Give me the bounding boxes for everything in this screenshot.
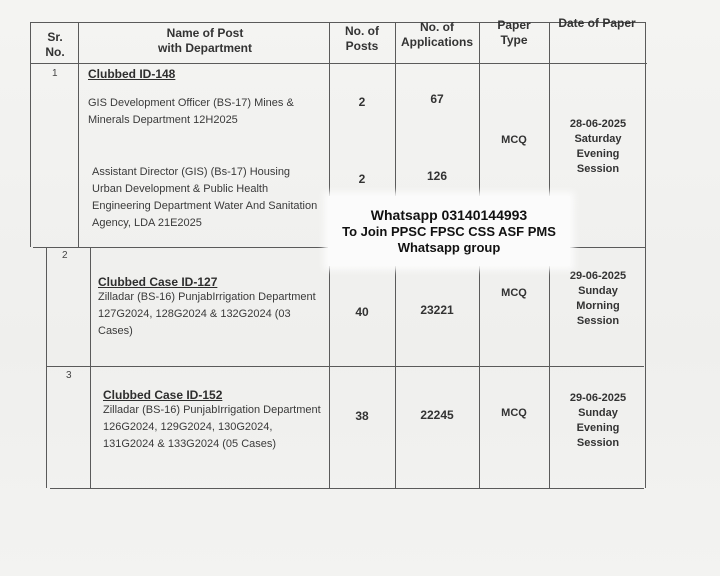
row-1-sr: 1 xyxy=(52,68,58,79)
watermark-line-2: To Join PPSC FPSC CSS ASF PMS xyxy=(342,224,556,239)
row-1-entry-2-posts: 2 xyxy=(358,172,366,186)
row-1-entry-1-posts: 2 xyxy=(358,95,366,109)
row-1-paper-type: MCQ xyxy=(501,134,527,146)
row-1-date: 28-06-2025 Saturday Evening Session xyxy=(569,118,627,175)
row-3-desc: Zilladar (BS-16) PunjabIrrigation Department 126G2024, 129G2024, 130G2024, 131G2024 & 133G2024 (05 Cases) xyxy=(103,404,321,450)
row-1-entry-2-desc: Assistant Director (GIS) (Bs-17) Housing Urban Development & Public Health Engineering Department Water And Sanitation Agency, LDA 21E2025 xyxy=(92,166,318,229)
row-2-sr: 2 xyxy=(62,250,68,261)
col-divider-sr-lower xyxy=(90,247,91,488)
row-3-paper-type: MCQ xyxy=(501,407,527,419)
row-2-bottom-border xyxy=(46,366,644,367)
row-1-entry-1-desc: GIS Development Officer (BS-17) Mines & Minerals Department 12H2025 xyxy=(88,97,294,126)
header-applications: No. of Applications xyxy=(400,20,473,49)
header-post: Name of Post with Department xyxy=(157,26,252,55)
watermark-line-1: Whatsapp 03140144993 xyxy=(370,207,528,223)
header-paper-type: Paper Type xyxy=(497,18,531,47)
header-date: Date of Paper xyxy=(558,16,636,30)
row-1-entry-1-applications: 67 xyxy=(430,92,444,106)
table-bottom-border xyxy=(50,488,644,489)
row-2-posts: 40 xyxy=(355,305,369,319)
header-posts: No. of Posts xyxy=(345,24,379,53)
row-3-case-title: Clubbed Case ID-152 xyxy=(103,388,223,402)
row-2-applications: 23221 xyxy=(420,303,454,317)
row-2-paper-type: MCQ xyxy=(501,287,527,299)
table-left-border xyxy=(30,22,31,247)
col-divider-sr xyxy=(78,22,79,247)
row-3-sr: 3 xyxy=(66,370,72,381)
row-3-date: 29-06-2025 Sunday Evening Session xyxy=(569,392,627,449)
row-2-date: 29-06-2025 Sunday Morning Session xyxy=(569,270,627,327)
row-1-case-title: Clubbed ID-148 xyxy=(88,67,176,81)
row-3-applications: 22245 xyxy=(420,408,454,422)
header-sr: Sr. No. xyxy=(45,30,65,59)
whatsapp-watermark-banner xyxy=(328,196,570,266)
header-bottom-border xyxy=(30,63,647,64)
table-left-border-lower xyxy=(46,247,47,488)
row-1-entry-2-applications: 126 xyxy=(426,169,448,183)
watermark-line-3: Whatsapp group xyxy=(397,240,501,255)
row-2-desc: Zilladar (BS-16) PunjabIrrigation Department 127G2024, 128G2024 & 132G2024 (03 Cases) xyxy=(98,291,316,337)
row-3-posts: 38 xyxy=(355,409,369,423)
row-2-case-title: Clubbed Case ID-127 xyxy=(98,275,218,289)
